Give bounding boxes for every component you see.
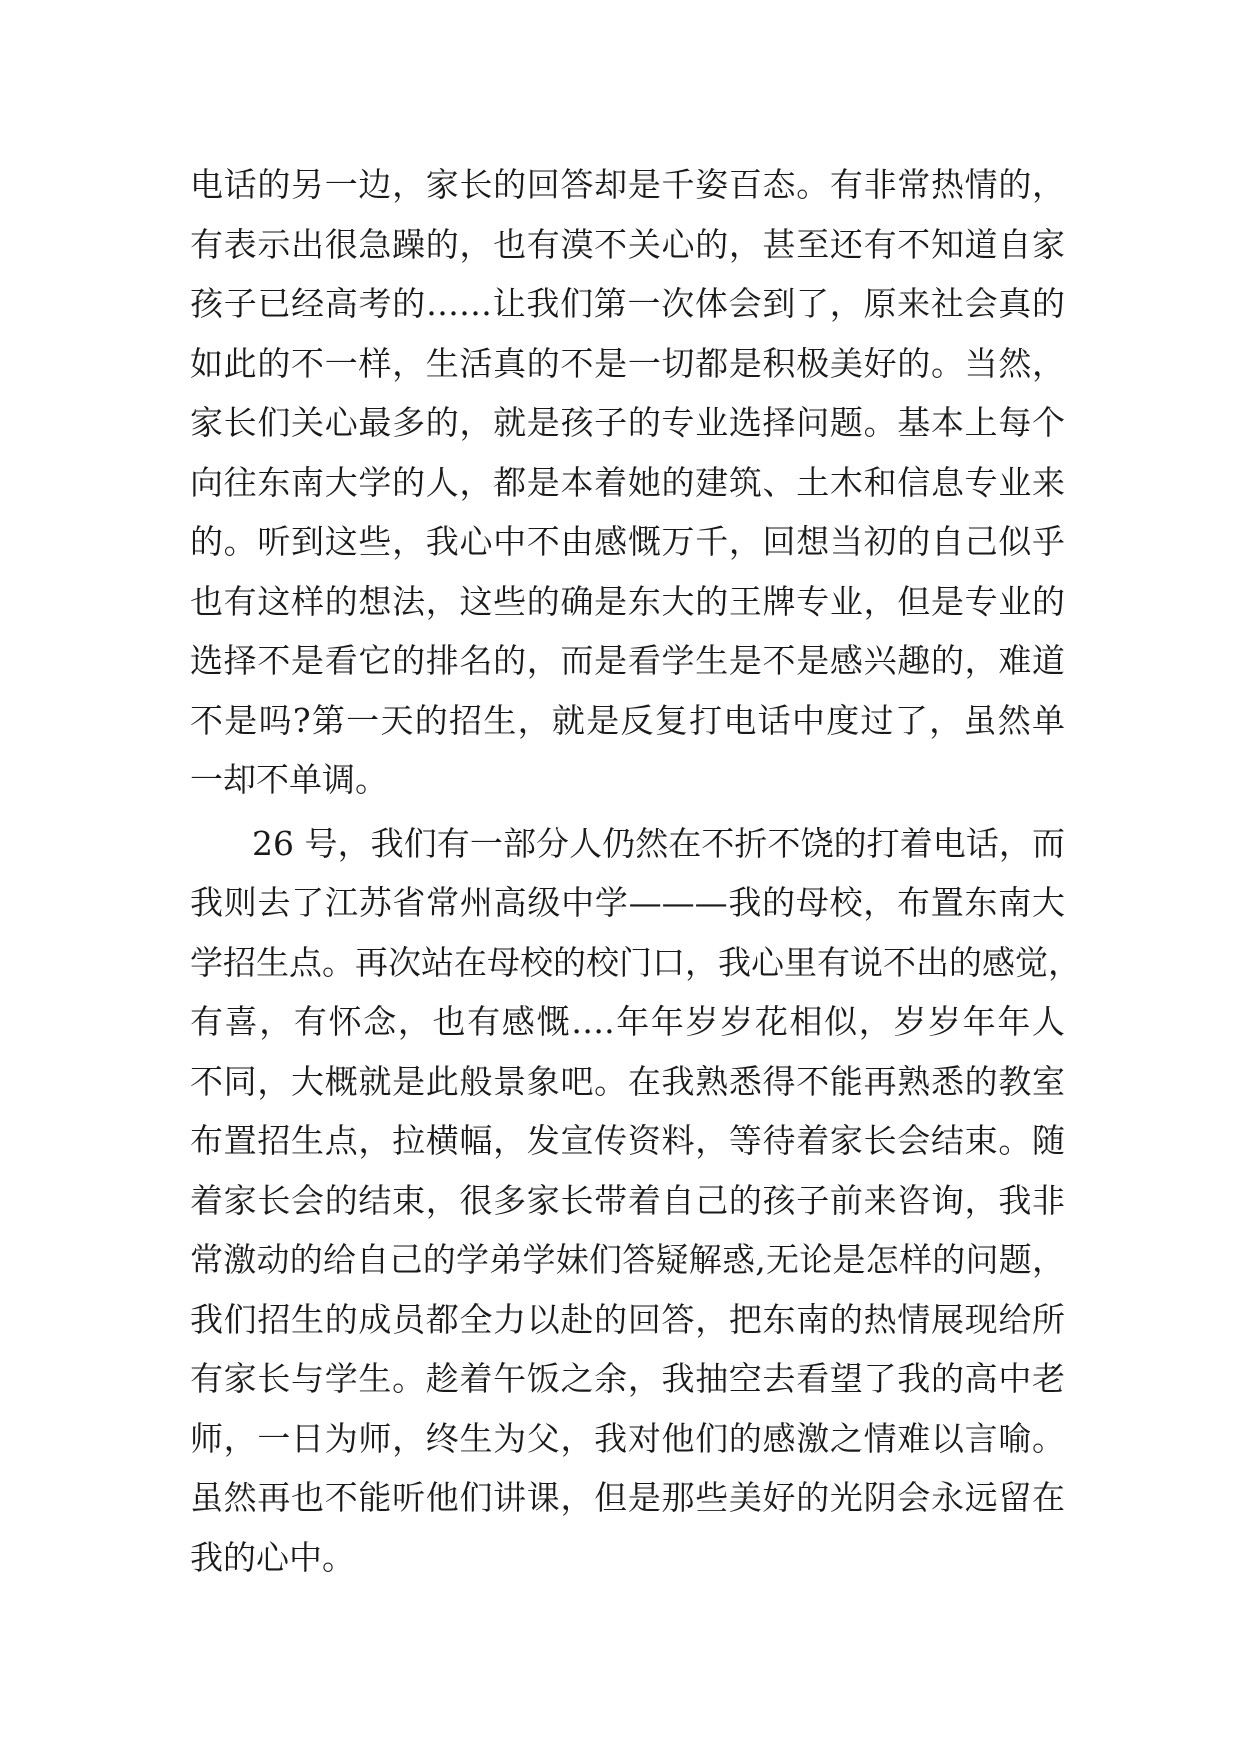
- text-line: 一却不单调。: [190, 760, 388, 799]
- text-line: 师，一日为师，终生为父，我对他们的感激之情难以言喻。: [190, 1418, 1065, 1458]
- text-line: 有喜，有怀念，也有感慨….年年岁岁花相似，岁岁年年人: [190, 1002, 1065, 1041]
- text-line: 学招生点。再次站在母校的校门口，我心里有说不出的感觉，: [190, 942, 1081, 982]
- paragraph-2: [190, 814, 1081, 1588]
- text-line: 向往东南大学的人，都是本着她的建筑、土木和信息专业来: [190, 462, 1065, 502]
- text-line: 我们招生的成员都全力以赴的回答，把东南的热情展现给所: [190, 1299, 1065, 1339]
- text-line: 家长们关心最多的，就是孩子的专业选择问题。基本上每个: [190, 403, 1065, 442]
- paragraph-1: [190, 155, 1065, 810]
- text-line: 电话的另一边，家长的回答却是千姿百态。有非常热情的，: [190, 165, 1065, 204]
- text-line: 的。听到这些，我心中不由感慨万千，回想当初的自己似乎: [190, 522, 1065, 561]
- text-line: 选择不是看它的排名的，而是看学生是不是感兴趣的，难道: [190, 641, 1065, 680]
- document-body: [190, 155, 1081, 1587]
- text-line: 我的心中。: [190, 1537, 355, 1577]
- text-line: 我则去了江苏省常州高级中学———我的母校，布置东南大: [190, 883, 1065, 922]
- text-line: 不同，大概就是此般景象吧。在我熟悉得不能再熟悉的教室: [190, 1061, 1065, 1101]
- text-line: 也有这样的想法，这些的确是东大的王牌专业，但是专业的: [190, 581, 1065, 621]
- text-line: 虽然再也不能听他们讲课，但是那些美好的光阴会永远留在: [190, 1478, 1065, 1517]
- text-line: 着家长会的结束，很多家长带着自己的孩子前来咨询，我非: [190, 1180, 1065, 1220]
- text-line: 有表示出很急躁的，也有漠不关心的，甚至还有不知道自家: [190, 224, 1065, 264]
- text-line: 不是吗?第一天的招生，就是反复打电话中度过了，虽然单: [190, 700, 1065, 740]
- text-line: 常激动的给自己的学弟学妹们答疑解惑,无论是怎样的问题，: [190, 1240, 1065, 1279]
- text-line: 如此的不一样，生活真的不是一切都是积极美好的。当然，: [190, 343, 1065, 383]
- text-line: 孩子已经高考的……让我们第一次体会到了，原来社会真的: [190, 284, 1065, 323]
- text-line: 26 号，我们有一部分人仍然在不折不饶的打着电话，而: [252, 823, 1065, 863]
- text-line: 有家长与学生。趁着午饭之余，我抽空去看望了我的高中老: [190, 1359, 1065, 1398]
- text-line: 布置招生点，拉横幅，发宣传资料，等待着家长会结束。随: [190, 1121, 1065, 1160]
